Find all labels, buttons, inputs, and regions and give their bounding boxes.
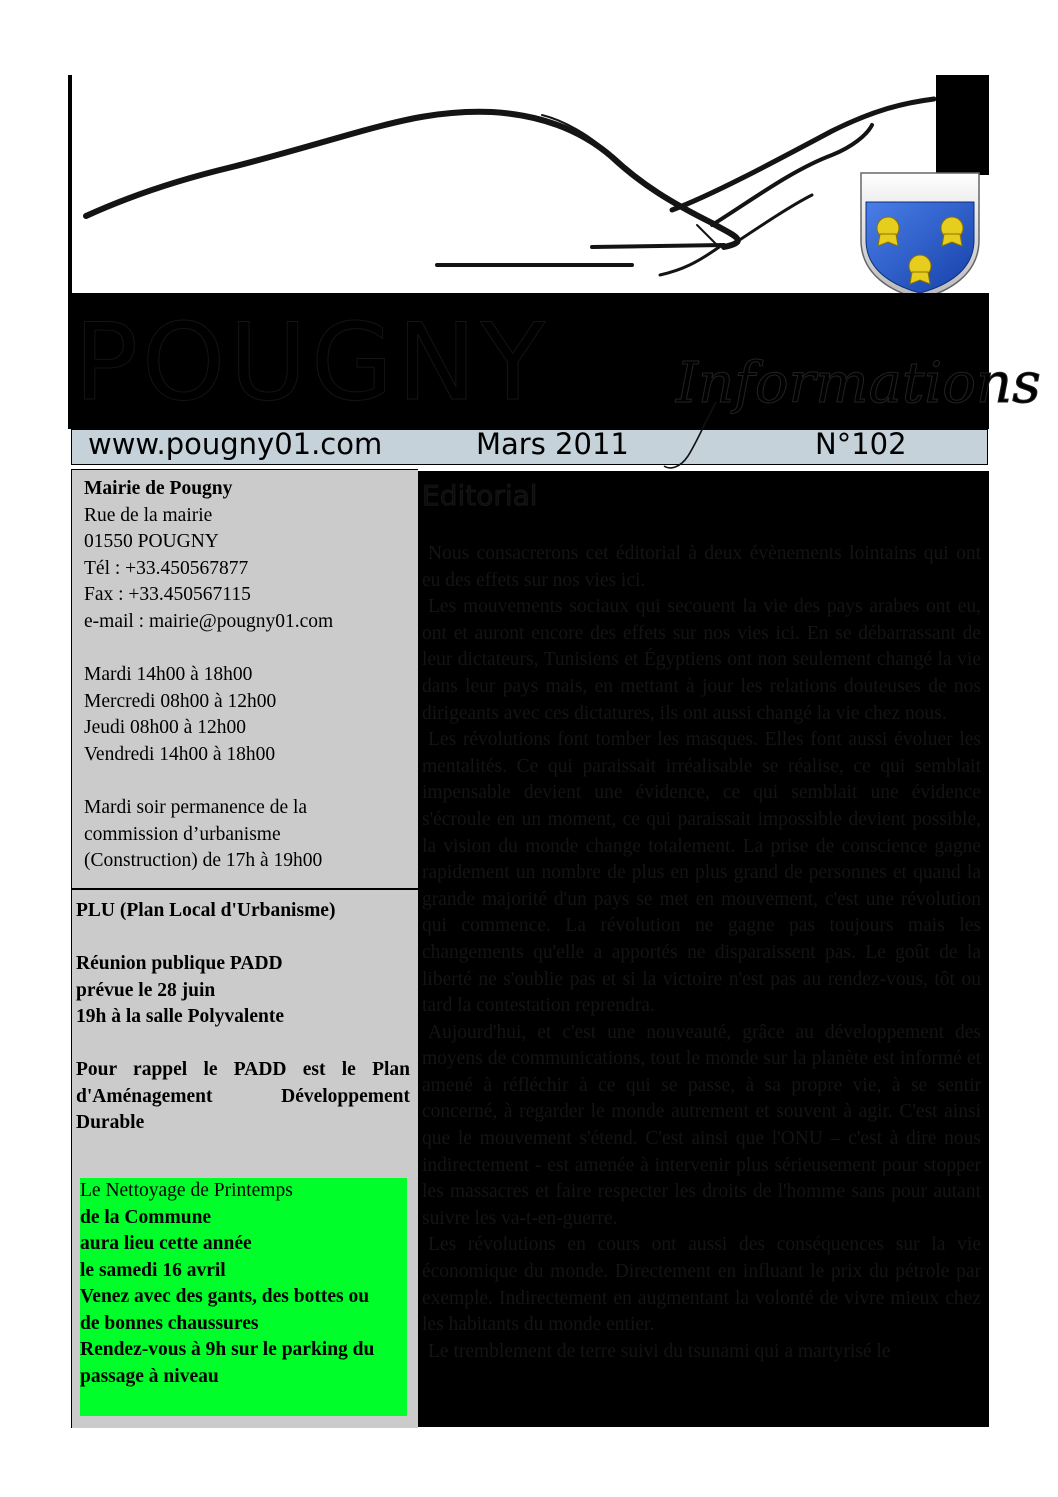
mairie-street: Rue de la mairie (84, 504, 213, 526)
masthead (68, 293, 1041, 429)
plu-heading: PLU (Plan Local d'Urbanisme) (76, 900, 336, 921)
editorial-body (422, 541, 981, 1365)
plu-meeting-line: prévue le 28 juin (76, 979, 216, 1001)
hours-line: Jeudi 08h00 à 12h00 (84, 717, 246, 738)
plu-reminder (76, 1057, 410, 1137)
swash-decoration-icon (662, 400, 722, 472)
cleanup-line: le samedi 16 avril (80, 1259, 226, 1281)
mairie-city: 01550 POUGNY (84, 531, 219, 552)
editorial-paragraph: Les révolutions font tomber les masques. Elles font aussi évoluer les mentalités. Ce qui paraissait irréalisable se réalise, ce qui semblait impensable devient une évidence, ce qui semblait une évidence s'écroule en un moment, ce qui paraissait impossible devient possible, la vision du monde change totalement. La prise de conscience gagne rapidement un nombre de plus en plus grand de personnes et quand la grande majorité d'un pays se met en mouvement, c'est une révolution qui commence. La révolution ne gagne pas toujours mais les changements qu'elle a apportés ne disparaissent pas. Le goût de la liberté ne s'oublie pas et si la victoire n'est pas au rendez-vous, tôt ou tard la contestation reprendra. (422, 729, 981, 1017)
editorial-column (418, 471, 989, 1427)
mountain-sketch-icon (72, 75, 940, 293)
spring-cleanup-notice (80, 1178, 407, 1416)
mairie-email: e-mail : mairie@pougny01.com (84, 610, 334, 632)
editorial-paragraph: Aujourd'hui, et c'est une nouveauté, grâce au développement des moyens de communications, tout le monde sur la planète est informé et amené à réfléchir à ce qui se passe, à sa propre vie, à se sentir concerné, à regarder le monde autrement et souvent à agir. C'est ainsi que le mouvement s'étend. C'est ainsi que l'ONU – c'est à dire nous indirectement - est amenée à intervenir plus sérieusement pour stopper les massacres et faire respecter les droits de l'homme sans pour autant suivre les va-t-en-guerre. (422, 1021, 981, 1229)
cleanup-line: Le Nettoyage de Printemps (80, 1180, 293, 1201)
hours-line: Mardi 14h00 à 18h00 (84, 664, 253, 685)
editorial-paragraph: Le tremblement de terre suivi du tsunami qui a martyrisé le (428, 1340, 891, 1362)
hours-line: Mercredi 08h00 à 12h00 (84, 690, 277, 712)
masthead-subtitle: Informations (676, 351, 1041, 416)
issue-number: N°102 (815, 427, 907, 461)
sidebar (71, 469, 418, 1428)
mairie-tel: Tél : +33.450567877 (84, 557, 249, 579)
coat-of-arms-icon (858, 170, 982, 302)
urbanism-permanence (84, 795, 322, 875)
plu-reminder-line: Durable (76, 1112, 145, 1133)
cleanup-line: de bonnes chaussures (80, 1312, 259, 1334)
editorial-paragraph: Nous consacrerons cet éditorial à deux évènements lointains qui ont eu des effets sur nos vies ici. (422, 543, 981, 591)
mairie-name: Mairie de Pougny (84, 478, 233, 499)
cleanup-line: de la Commune (80, 1206, 212, 1228)
website-url: www.pougny01.com (88, 427, 383, 461)
mairie-contact (84, 476, 333, 635)
cleanup-line: Rendez-vous à 9h sur le parking du (80, 1339, 375, 1360)
sidebar-divider (72, 888, 418, 890)
plu-meeting-line: Réunion publique PADD (76, 953, 283, 974)
editorial-paragraph: Les mouvements sociaux qui secouent la vie des pays arabes ont eu, ont et auront encore des effets sur nos vies ici. En se débarrassant de leur dictateurs, Tunisiens et Égyptiens ont non seulement changé la vie dans leur pays mais, en mettant à jour les relations douteuses de nos dirigeants avec ces dictatures, ils ont aussi changé la vie chez nous. (422, 596, 981, 724)
permanence-line: commission d’urbanisme (84, 823, 281, 845)
plu-section (76, 898, 410, 1137)
mairie-fax: Fax : +33.450567115 (84, 584, 251, 605)
cleanup-line: aura lieu cette année (80, 1233, 252, 1254)
cleanup-line: Venez avec des gants, des bottes ou (80, 1286, 370, 1307)
plu-meeting-line: 19h à la salle Polyvalente (76, 1006, 284, 1027)
opening-hours (84, 662, 276, 768)
header-illustration (68, 75, 940, 293)
plu-reminder-line: Pour rappel le PADD est le Plan (76, 1059, 410, 1080)
info-bar (71, 429, 988, 465)
hours-line: Vendredi 14h00 à 18h00 (84, 743, 276, 765)
masthead-title: POUGNY (74, 301, 550, 424)
issue-date: Mars 2011 (476, 427, 629, 461)
editorial-paragraph: Les révolutions en cours ont aussi des conséquences sur la vie économique du monde. Directement en influant le prix du pétrole par exemple. Indirectement en augmentant la volonté de vivre mieux chez les habitants du monde entier. (422, 1234, 981, 1336)
plu-reminder-line: d'Aménagement Développement (76, 1085, 410, 1107)
permanence-line: (Construction) de 17h à 19h00 (84, 850, 323, 871)
editorial-title: Editorial (422, 479, 538, 512)
header-black-block (936, 75, 989, 175)
cleanup-line: passage à niveau (80, 1365, 219, 1387)
plu-meeting (76, 951, 410, 1031)
permanence-line: Mardi soir permanence de la (84, 797, 308, 818)
